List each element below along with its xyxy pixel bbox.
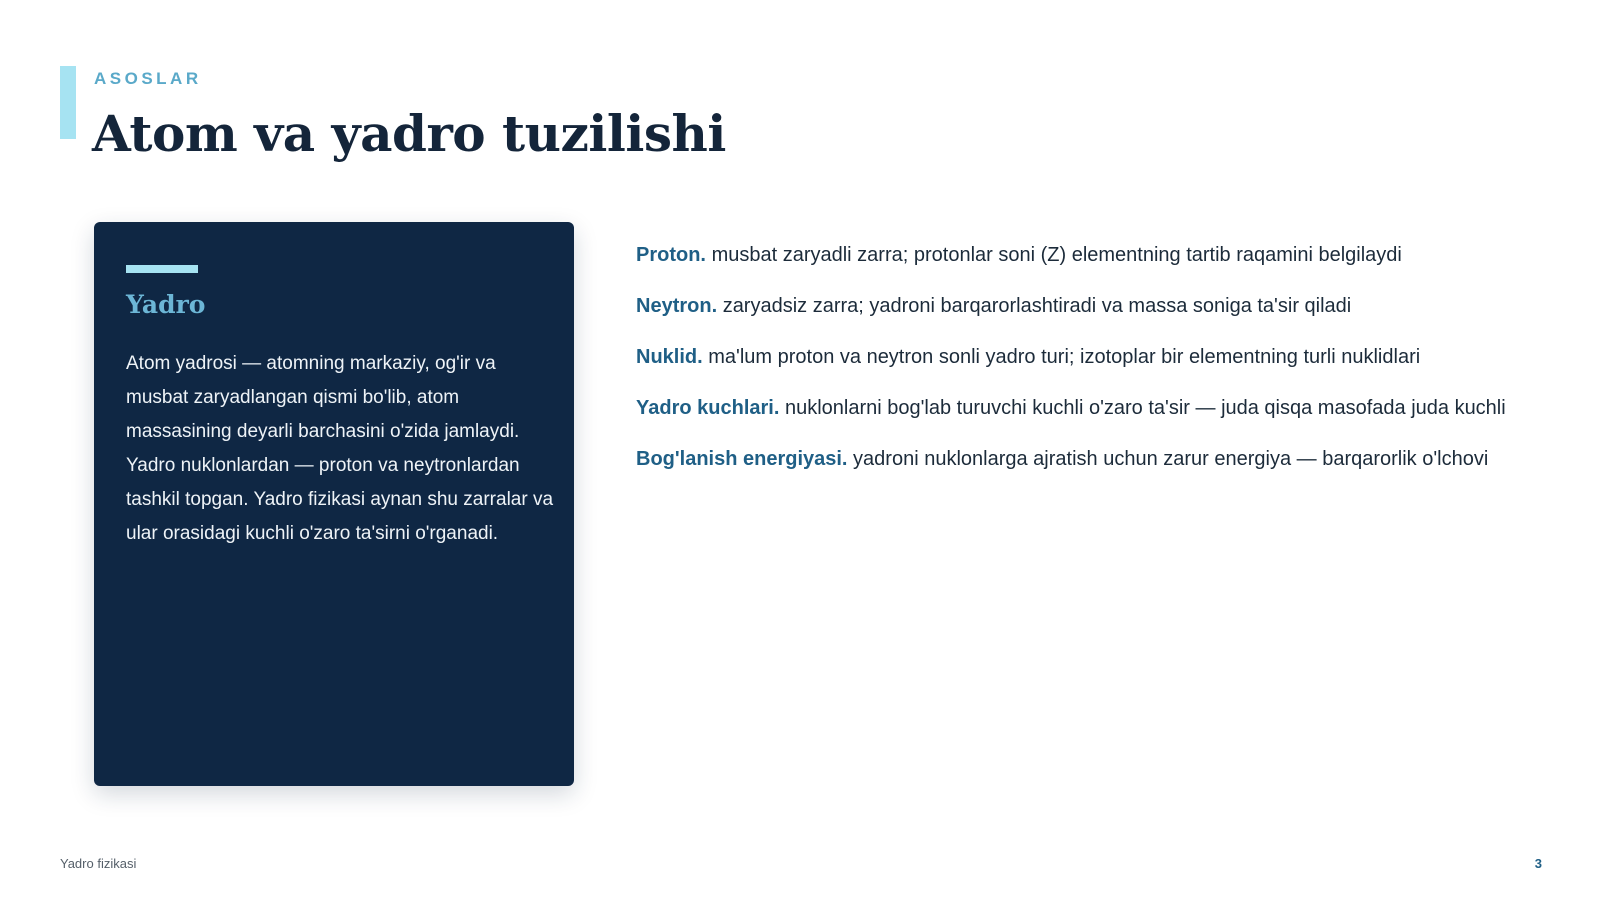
definition-item [636,342,1516,373]
card-heading: Yadro [126,290,206,319]
definition-item [636,393,1516,424]
definition-term: Nuklid. [636,346,703,368]
definition-item [636,291,1516,322]
definition-item [636,240,1516,271]
definition-text: nuklonlarni bog'lab turuvchi kuchli o'zaro ta'sir — juda qisqa masofada juda kuchli [784,397,1506,419]
footer-title: Yadro fizikasi [60,856,137,871]
definition-list [636,240,1516,495]
definition-term: Bog'lanish energiyasi. [636,448,848,470]
definition-text: yadroni nuklonlarga ajratish uchun zarur energiya — barqarorlik o'lchovi [853,448,1489,470]
page-number: 3 [1534,856,1542,871]
info-card [94,222,574,786]
card-accent-rule [126,265,198,273]
section-eyebrow: ASOSLAR [94,69,202,88]
accent-bar [60,66,76,139]
definition-text: musbat zaryadli zarra; protonlar soni (Z) elementning tartib raqamini belgilaydi [711,244,1402,266]
definition-term: Neytron. [636,295,718,317]
definition-text: zaryadsiz zarra; yadroni barqarorlashtiradi va massa soniga ta'sir qiladi [722,295,1352,317]
definition-term: Yadro kuchlari. [636,397,780,419]
slide-title: Atom va yadro tuzilishi [92,104,726,163]
card-body: Atom yadrosi — atomning markaziy, og'ir va musbat zaryadlangan qismi bo'lib, atom massasining deyarli barchasini o'zida jamlaydi. Yadro nuklonlardan — proton va neytronlardan tashkil topgan. Yadro fizikasi aynan shu zarralar va ular orasidagi kuchli o'zaro ta'sirni o'rganadi. [126,353,554,544]
definition-term: Proton. [636,244,706,266]
definition-text: ma'lum proton va neytron sonli yadro turi; izotoplar bir elementning turli nuklidlari [708,346,1421,368]
definition-item [636,444,1516,475]
